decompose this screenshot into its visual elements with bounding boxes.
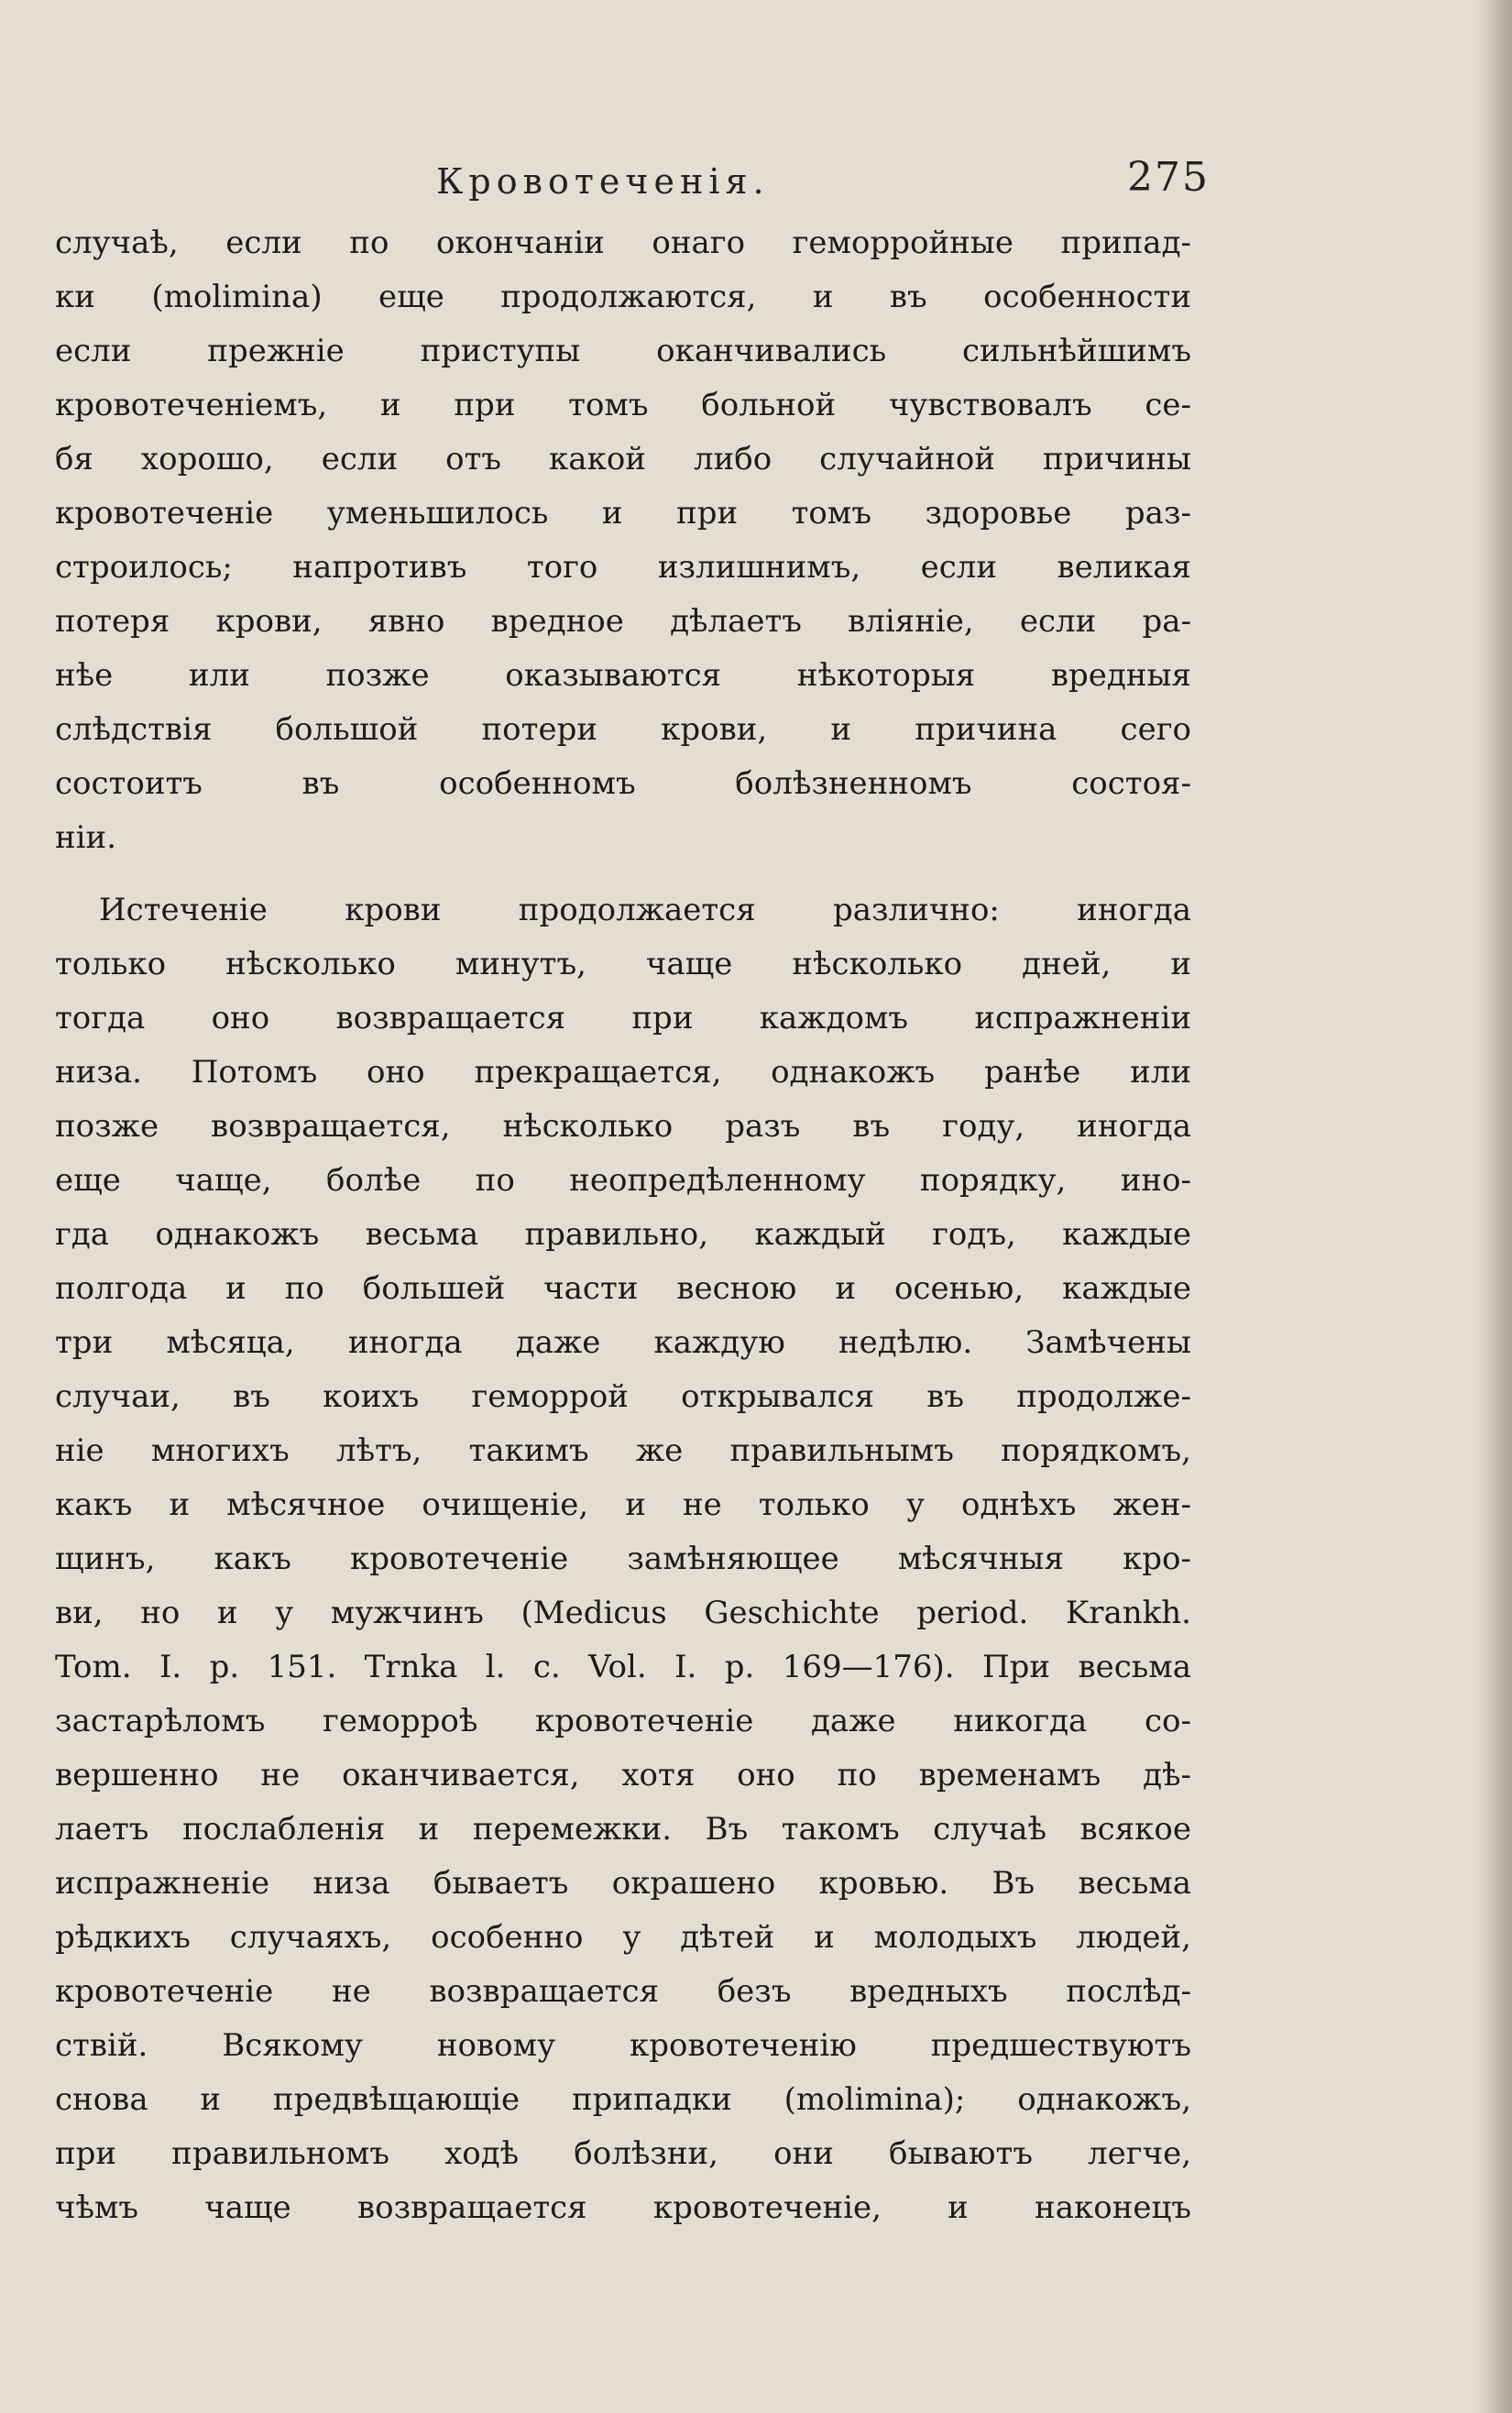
text-line: застарѣломъ геморроѣ кровотеченiе даже никогда со- <box>55 1703 1191 1739</box>
paragraph-1 <box>55 216 1191 865</box>
text-line: три мѣсяца, иногда даже каждую недѣлю. Замѣчены <box>55 1324 1191 1361</box>
text-line: позже возвращается, нѣсколько разъ въ году, иногда <box>55 1108 1191 1145</box>
text-line: испражненiе низа бываетъ окрашено кровью. Въ весьма <box>55 1865 1191 1902</box>
text-line: тогда оно возвращается при каждомъ испражненiи <box>55 1000 1191 1036</box>
paragraph-2 <box>55 883 1191 2235</box>
text-line: снова и предвѣщающiе припадки (molimina); однакожъ, <box>55 2081 1191 2118</box>
text-line: Истеченiе крови продолжается различно: иногда <box>99 892 1191 928</box>
text-line: если прежнiе приступы оканчивались сильнѣйшимъ <box>55 333 1191 369</box>
text-line: ки (molimina) еще продолжаются, и въ особенности <box>55 279 1191 315</box>
text-line: вершенно не оканчивается, хотя оно по временамъ дѣ- <box>55 1757 1191 1793</box>
text-line: рѣдкихъ случаяхъ, особенно у дѣтей и молодыхъ людей, <box>55 1919 1191 1956</box>
text-line: потеря крови, явно вредное дѣлаетъ влiянiе, если ра- <box>55 603 1191 640</box>
text-line: кровотеченiемъ, и при томъ больной чувствовалъ се- <box>55 387 1191 423</box>
text-line: строилось; напротивъ того излишнимъ, если великая <box>55 549 1191 586</box>
text-line: низа. Потомъ оно прекращается, однакожъ ранѣе или <box>55 1054 1191 1091</box>
text-line: нiи. <box>55 819 117 856</box>
text-line: только нѣсколько минутъ, чаще нѣсколько дней, и <box>55 946 1191 982</box>
text-line: какъ и мѣсячное очищенiе, и не только у однѣхъ жен- <box>55 1486 1191 1523</box>
paragraph-gap <box>55 865 1191 883</box>
page-header <box>55 154 1210 209</box>
text-line: чѣмъ чаще возвращается кровотеченiе, и наконецъ <box>55 2189 1191 2226</box>
running-title: Кровотеченiя. <box>436 161 770 202</box>
text-line: случаѣ, если по окончанiи онаго геморройные припад- <box>55 225 1191 261</box>
text-line: лаетъ послабленiя и перемежки. Въ такомъ случаѣ всякое <box>55 1811 1191 1848</box>
page-number: 275 <box>1127 154 1210 201</box>
text-line: полгода и по большей части весною и осенью, каждые <box>55 1270 1191 1307</box>
body-text <box>55 216 1191 2235</box>
text-line: случаи, въ коихъ геморрой открывался въ продолже- <box>55 1378 1191 1415</box>
text-line: слѣдствiя большой потери крови, и причина сего <box>55 711 1191 748</box>
text-line: щинъ, какъ кровотеченiе замѣняющее мѣсячныя кро- <box>55 1541 1191 1577</box>
text-line: ствiй. Всякому новому кровотеченiю предшествуютъ <box>55 2027 1191 2064</box>
text-line: при правильномъ ходѣ болѣзни, они бываютъ легче, <box>55 2135 1191 2172</box>
text-line: нѣе или позже оказываются нѣкоторыя вредныя <box>55 657 1191 694</box>
text-line: кровотеченiе не возвращается безъ вредныхъ послѣд- <box>55 1973 1191 2010</box>
text-line: бя хорошо, если отъ какой либо случайной причины <box>55 441 1191 477</box>
text-line: ви, но и у мужчинъ (Medicus Geschichte period. Krankh. <box>55 1595 1191 1631</box>
text-line: состоитъ въ особенномъ болѣзненномъ состоя- <box>55 765 1191 802</box>
text-line: Tom. I. p. 151. Trnka l. c. Vol. I. p. 169—176). При весьма <box>55 1649 1191 1685</box>
text-line: гда однакожъ весьма правильно, каждый годъ, каждые <box>55 1216 1191 1253</box>
text-line: нiе многихъ лѣтъ, такимъ же правильнымъ порядкомъ, <box>55 1432 1191 1469</box>
text-line: еще чаще, болѣе по неопредѣленному порядку, ино- <box>55 1162 1191 1199</box>
text-line: кровотеченiе уменьшилось и при томъ здоровье раз- <box>55 495 1191 532</box>
